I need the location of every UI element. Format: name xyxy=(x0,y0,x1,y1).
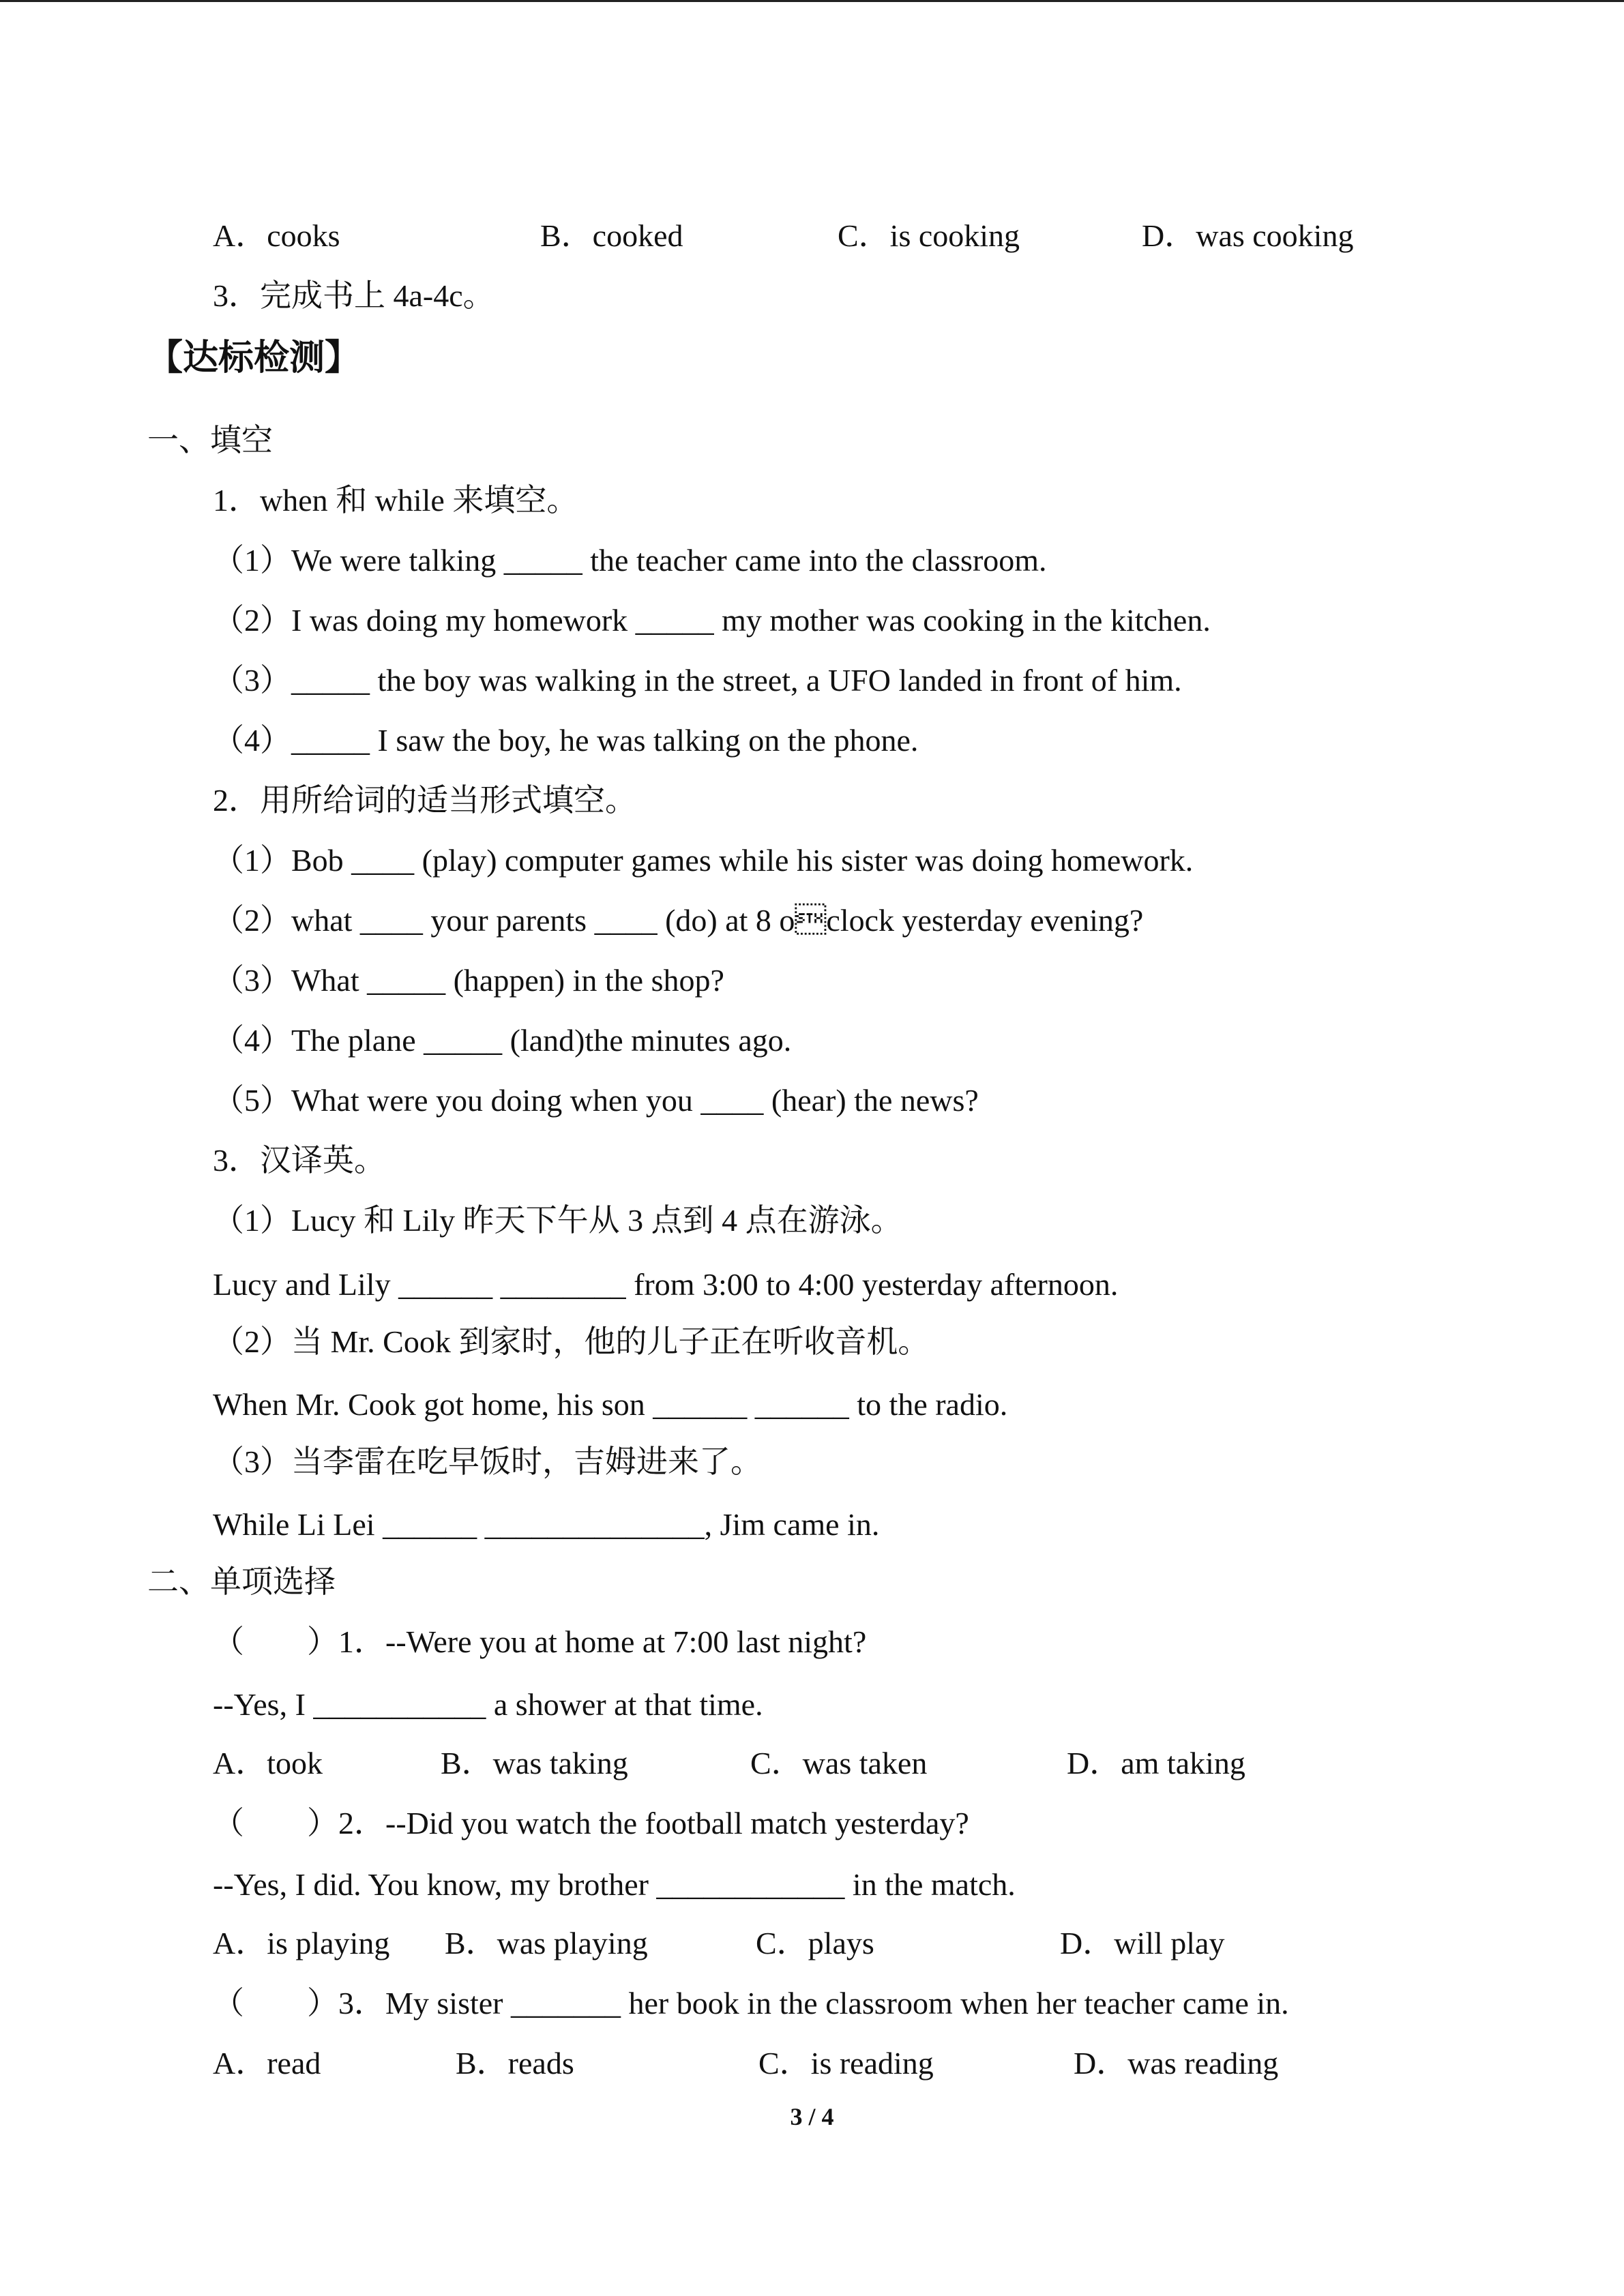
part1-q1-item: （1）We were talking _____ the teacher came into the classroom. xyxy=(213,543,1047,578)
part1-q1-item: （2）I was doing my homework _____ my mother was cooking in the kitchen. xyxy=(213,603,1211,638)
section-title: 【达标检测】 xyxy=(147,338,361,378)
part2-q3-option-d: D．was reading xyxy=(1074,2046,1279,2081)
part2-title: 二、单项选择 xyxy=(147,1564,336,1599)
part1-q3-prompt: 3．汉译英。 xyxy=(213,1143,385,1178)
part2-q1-option-d: D．am taking xyxy=(1067,1746,1245,1780)
part2-q1-option-c: C．was taken xyxy=(750,1746,928,1780)
prev-option-d: D．was cooking xyxy=(1142,218,1354,253)
part2-q2-option-c: C．plays xyxy=(756,1926,874,1960)
part1-q1-item: （3）_____ the boy was walking in the street, a UFO landed in front of him. xyxy=(213,663,1182,698)
part1-title: 一、填空 xyxy=(147,423,273,458)
part2-q3-option-b: B．reads xyxy=(456,2046,574,2081)
part2-q1-option-b: B．was taking xyxy=(441,1746,628,1780)
part2-q2-stem2: --Yes, I did. You know, my brother ____________ in the match. xyxy=(213,1867,1016,1902)
part1-q1-prompt: 1．when 和 while 来填空。 xyxy=(213,483,578,518)
part1-q1-item: （4）_____ I saw the boy, he was talking on the phone. xyxy=(213,723,919,758)
prev-option-c: C．is cooking xyxy=(838,218,1020,253)
page-number: 3 / 4 xyxy=(790,2103,834,2130)
part1-q3-en: While Li Lei ______ ______________, Jim came in. xyxy=(213,1507,880,1542)
part2-q2-option-a: A．is playing xyxy=(213,1926,390,1960)
part1-q3-cn: （2）当 Mr. Cook 到家时，他的儿子正在听收音机。 xyxy=(213,1324,930,1359)
part2-q3-option-a: A．read xyxy=(213,2046,321,2081)
part2-q1-stem2: --Yes, I ___________ a shower at that time. xyxy=(213,1687,763,1722)
part1-q3-en: Lucy and Lily ______ ________ from 3:00 to 4:00 yesterday afternoon. xyxy=(213,1267,1119,1302)
part1-q2-item: （5）What were you doing when you ____ (hear) the news? xyxy=(213,1083,979,1118)
part1-q2-item: （3）What _____ (happen) in the shop? xyxy=(213,963,724,998)
part2-q3-stem: （ ）3．My sister _______ her book in the classroom when her teacher came in. xyxy=(213,1986,1289,2021)
task-3-line: 3．完成书上 4a-4c。 xyxy=(213,278,494,313)
part2-q1-option-a: A．took xyxy=(213,1746,323,1780)
part1-q3-cn: （1）Lucy 和 Lily 昨天下午从 3 点到 4 点在游泳。 xyxy=(213,1203,902,1238)
part1-q2-item: （2）what ____ your parents ____ (do) at 8 oclock yesterday evening? xyxy=(213,903,1144,938)
part1-q2-item: （4）The plane _____ (land)the minutes ago. xyxy=(213,1023,792,1058)
part2-q2-stem: （ ）2．--Did you watch the football match yesterday? xyxy=(213,1806,969,1840)
part1-q3-cn: （3）当李雷在吃早饭时，吉姆进来了。 xyxy=(213,1444,762,1479)
part2-q2-option-d: D．will play xyxy=(1060,1926,1225,1960)
part2-q2-option-b: B．was playing xyxy=(445,1926,648,1960)
part1-q3-en: When Mr. Cook got home, his son ______ ______ to the radio. xyxy=(213,1387,1008,1422)
prev-option-a: A．cooks xyxy=(213,218,340,253)
part1-q2-item: （1）Bob ____ (play) computer games while his sister was doing homework. xyxy=(213,843,1194,878)
part2-q1-stem: （ ）1．--Were you at home at 7:00 last night? xyxy=(213,1624,867,1659)
part2-q3-option-c: C．is reading xyxy=(758,2046,934,2081)
prev-option-b: B．cooked xyxy=(540,218,683,253)
page-top-border xyxy=(0,0,1624,2)
part1-q2-prompt: 2．用所给词的适当形式填空。 xyxy=(213,783,636,818)
